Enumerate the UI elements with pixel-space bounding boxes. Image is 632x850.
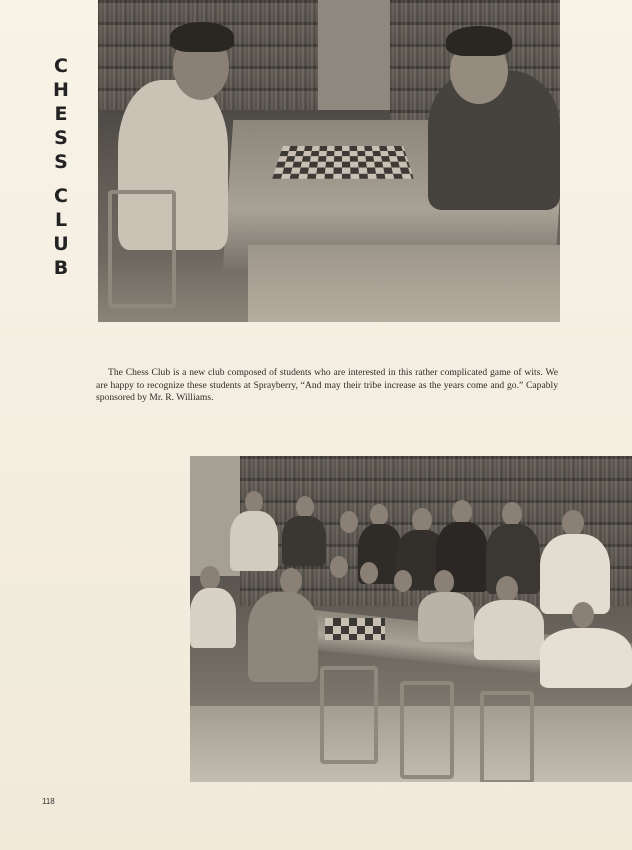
photo-chess-players <box>98 0 560 322</box>
student-head <box>394 570 412 592</box>
title-letter: C <box>54 55 68 77</box>
student-body <box>418 592 474 642</box>
student-body <box>230 511 278 571</box>
student-head <box>245 491 263 513</box>
student-body <box>248 592 318 682</box>
player-right-hair <box>446 26 512 56</box>
student-head <box>340 511 358 533</box>
student-head <box>280 568 302 594</box>
student-body <box>540 628 632 688</box>
student-body <box>540 534 610 614</box>
student-head <box>360 562 378 584</box>
student-head <box>200 566 220 590</box>
title-letter: U <box>53 233 69 255</box>
title-letter: H <box>53 79 69 101</box>
student-head <box>296 496 314 518</box>
chair <box>320 666 378 764</box>
student-head <box>572 602 594 628</box>
title-letter: S <box>54 127 68 149</box>
title-letter: C <box>54 185 68 207</box>
chair <box>480 691 534 782</box>
chair <box>400 681 454 779</box>
page-number: 118 <box>42 797 55 806</box>
chessboard <box>325 618 385 640</box>
player-left-hair <box>170 22 234 52</box>
wall <box>318 0 390 110</box>
title-letter: L <box>54 209 68 231</box>
student-body <box>190 588 236 648</box>
chair <box>108 190 176 308</box>
chessboard <box>272 146 414 179</box>
student-head <box>330 556 348 578</box>
student-head <box>562 510 584 536</box>
student-head <box>370 504 388 526</box>
student-head <box>452 500 472 524</box>
student-body <box>282 516 326 566</box>
title-letter: S <box>54 151 68 173</box>
caption: The Chess Club is a new club composed of students who are interested in this rather complicated game of wits. We are happy to recognize these students at Sprayberry, “And may their tribe increase as the years come and go.” Capably sponsored by Mr. R. Williams. <box>96 367 558 403</box>
student-head <box>502 502 522 526</box>
student-head <box>412 508 432 532</box>
photo-chess-club-group <box>190 456 632 782</box>
title-letter: B <box>53 257 69 279</box>
title-letter: E <box>54 103 68 125</box>
student-head <box>496 576 518 602</box>
section-title <box>48 54 74 280</box>
student-body <box>474 600 544 660</box>
student-head <box>434 570 454 594</box>
table-front <box>248 245 560 322</box>
